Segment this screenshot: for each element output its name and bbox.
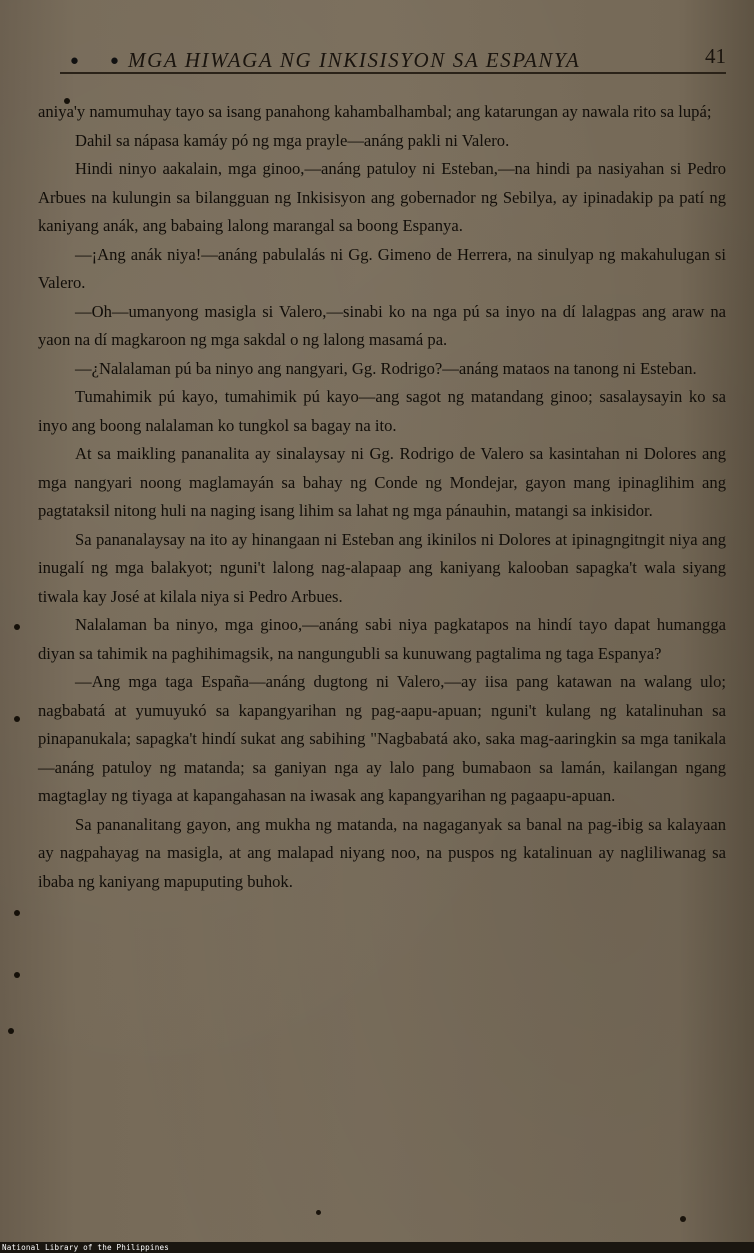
paragraph: Nalalaman ba ninyo, mga ginoo,—anáng sabi niya pagkatapos na hindí tayo dapat humangga diyan sa tahimik na paghihimagsik, na nangungubli sa kunuwang pagtalima ng taga Espanya?: [38, 615, 726, 663]
paragraph: Dahil sa nápasa kamáy pó ng mga prayle—anáng pakli ni Valero.: [75, 130, 510, 150]
paragraph: —Oh—umanyong masigla si Valero,—sinabi ko na nga pú sa inyo na dí lalagpas ang araw na yaon na dí magkaroon ng mga sakdal o ng lalong masamá pa.: [38, 301, 726, 349]
paragraph: —¿Nalalaman pú ba ninyo ang nangyari, Gg. Rodrigo?—anáng mataos na tanong ni Esteban.: [75, 358, 697, 378]
chapter-title: MGA HIWAGA NG INKISISYON SA ESPANYA: [128, 48, 581, 72]
running-head: [60, 42, 726, 76]
paragraph: —¡Ang anák niya!—anáng pabulalás ni Gg. Gimeno de Herrera, na sinulyap ng makahulugan si Valero.: [38, 244, 726, 292]
header-ornament-dots: • •: [68, 50, 131, 75]
page-number: 41: [705, 44, 726, 68]
paragraph: Tumahimik pú kayo, tumahimik pú kayo—ang sagot ng matandang ginoo; sasalaysayin ko sa inyo ang boong nalalaman ko tungkol sa bagay na ito.: [38, 387, 726, 435]
paragraph: Sa pananalitang gayon, ang mukha ng matanda, na nagaganyak sa banal na pag-ibig sa kalayaan ay nagpahayag na masigla, at ang malapad niyang noo, na puspos ng katalinuan ay nagliliwanag sa ibaba ng kaniyang mapuputing buhok.: [38, 814, 726, 891]
paragraph: Sa pananalaysay na ito ay hinangaan ni Esteban ang ikinilos ni Dolores at ipinagngitngit niya ang inugalí ng mga balakyot; nguni't lalong nag-alapaap ang kaniyang kalooban sapagka't wala siyang tiwala kay José at kilala niya si Pedro Arbues.: [38, 529, 726, 606]
ink-speck: [680, 1216, 686, 1222]
margin-dot-icon: [8, 1028, 14, 1034]
paragraph: —Ang mga taga España—anáng dugtong ni Valero,—ay iisa pang katawan na walang ulo; nagbabatá at yumuyukó sa kapangyarihan ng pag-aapu-apuan; nguni't kulang ng katalinuhan sa pinapanukala; sapagka't hindí sukat ang sabihing "Nagbabatá ako, saka mag-aaringkin sa mga tanikala—anáng patuloy ng matanda; sa ganiyan nga ay lalo pang bumabaon sa lamán, kailangan ngang magtaglay ng tiyaga at kapangahasan na iwasak ang kapangyarihan ng pagaapu-apuan.: [38, 672, 726, 805]
library-watermark: National Library of the Philippines: [2, 1243, 170, 1252]
margin-dot-icon: [14, 716, 20, 722]
header-rule: [60, 72, 726, 74]
paragraph: Hindi ninyo aakalain, mga ginoo,—anáng patuloy ni Esteban,—na hindi pa nasiyahan si Pedro Arbues na kulungin sa bilangguan ng Inkisisyon ang gobernador ng Sebilya, ay ipinadakip pa patí ng kaniyang anák, ang babaing lalong marangal sa boong Espanya.: [38, 159, 726, 235]
paragraph: At sa maikling pananalita ay sinalaysay ni Gg. Rodrigo de Valero sa kasintahan ni Dolores ang mga nangyari noong maglamayán sa bahay ng Conde ng Mondejar, gayon mang ipinaglihim ang pagtataksil nitong huli na naging isang lihim sa lahat ng mga pánauhin, matangi sa inkisidor.: [38, 444, 726, 520]
margin-dot-icon: [14, 624, 20, 630]
margin-dot-icon: [14, 910, 20, 916]
ink-speck: [316, 1210, 321, 1215]
body-text: [38, 98, 726, 896]
paragraph: aniya'y namumuhay tayo sa isang panahong kahambalhambal; ang katarungan ay nawala rito sa lupá;: [38, 102, 712, 121]
margin-dot-icon: [14, 972, 20, 978]
